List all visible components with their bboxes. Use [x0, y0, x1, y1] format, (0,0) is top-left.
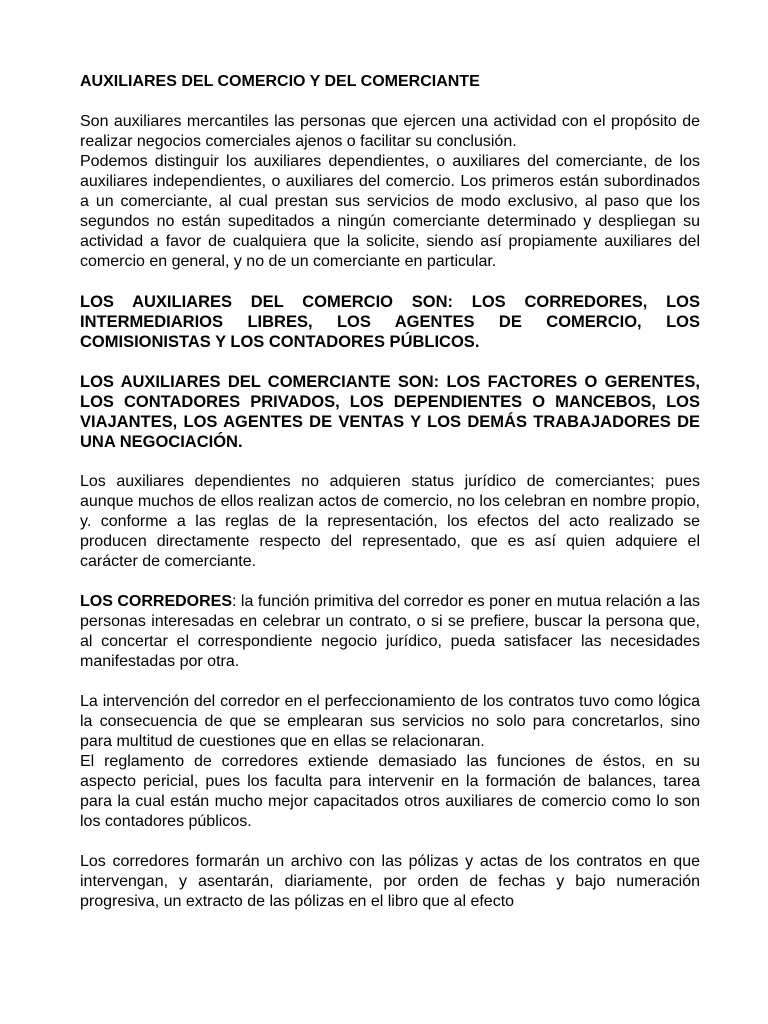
- paragraph-dependientes-status: Los auxiliares dependientes no adquieren status jurídico de comerciantes; pues aunque muchos de ellos realizan actos de comercio, no los celebran en nombre propio, y. conforme a las reglas de la representación, los efectos del acto realizado se producen directamente respecto del representado, que es así quien adquiere el carácter de comerciante.: [80, 473, 700, 570]
- corredores-heading: LOS CORREDORES: [80, 593, 233, 610]
- paragraph-auxiliares-comercio: LOS AUXILIARES DEL COMERCIO SON: LOS CORREDORES, LOS INTERMEDIARIOS LIBRES, LOS AGENTES DE COMERCIO, LOS COMISIONISTAS Y LOS CONTADORES PÚBLICOS.: [80, 293, 700, 351]
- paragraph-auxiliares-comerciante: LOS AUXILIARES DEL COMERCIANTE SON: LOS FACTORES O GERENTES, LOS CONTADORES PRIVADOS, LOS DEPENDIENTES O MANCEBOS, LOS VIAJANTES, LOS AGENTES DE VENTAS Y LOS DEMÁS TRABAJADORES DE UNA NEGOCIACIÓN.: [80, 373, 700, 451]
- paragraph-archivo: Los corredores formarán un archivo con las pólizas y actas de los contratos en que intervengan, y asentarán, diariamente, por orden de fechas y bajo numeración progresiva, un extracto de las pólizas en el libro que al efecto: [80, 853, 700, 910]
- document-title: AUXILIARES DEL COMERCIO Y DEL COMERCIANTE: [80, 73, 480, 90]
- paragraph-intervencion: La intervención del corredor en el perfeccionamiento de los contratos tuvo como lógica la consecuencia de que se emplearan sus servicios no solo para concretarlos, sino para multitud de cuestiones que en ellas se relacionaran.: [80, 693, 700, 750]
- paragraph-definition: Son auxiliares mercantiles las personas que ejercen una actividad con el propósito de realizar negocios comerciales ajenos o facilitar su conclusión.: [80, 113, 700, 150]
- corredores-text: : la función primitiva del corredor es poner en mutua relación a las personas interesadas en celebrar un contrato, o si se prefiere, buscar la persona que, al concertar el correspondiente negocio jurídico, pueda satisfacer las necesidades manifestadas por otra.: [80, 593, 701, 670]
- paragraph-reglamento: El reglamento de corredores extiende demasiado las funciones de éstos, en su aspecto pericial, pues los faculta para intervenir en la formación de balances, tarea para la cual están mucho mejor capacitados otros auxiliares de comercio como lo son los contadores públicos.: [80, 753, 700, 830]
- paragraph-corredores: [80, 592, 700, 672]
- document-page: [80, 72, 700, 912]
- paragraph-distinction: Podemos distinguir los auxiliares dependientes, o auxiliares del comerciante, de los auxiliares independientes, o auxiliares del comercio. Los primeros están subordinados a un comerciante, al cual prestan sus servicios de modo exclusivo, al paso que los segundos no están supeditados a ningún comerciante determinado y despliegan su actividad a favor de cualquiera que la solicite, siendo así propiamente auxiliares del comercio en general, y no de un comerciante en particular.: [80, 153, 700, 270]
